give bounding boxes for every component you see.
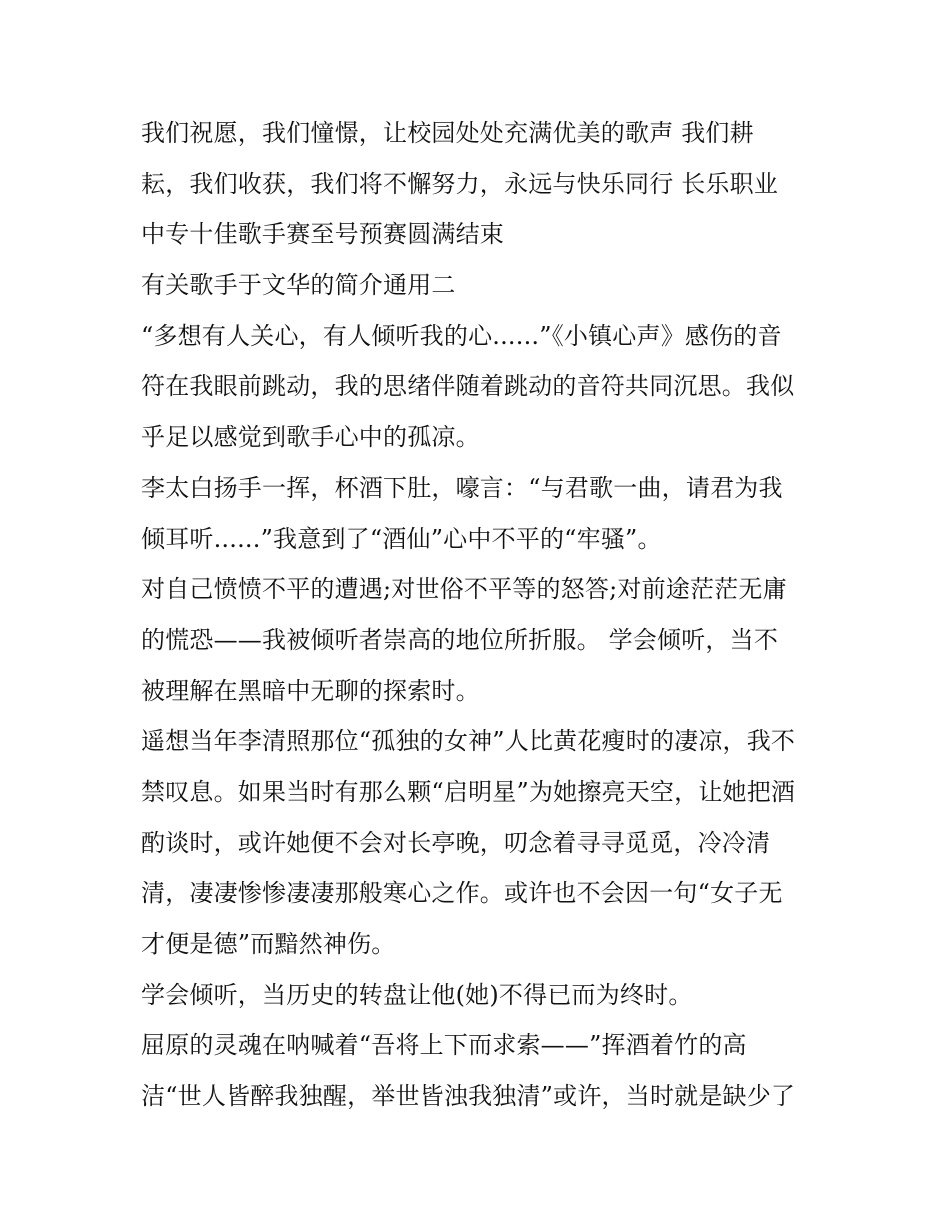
text-line: 李太白扬手一挥，杯酒下肚，嚎言：“与君歌一曲，请君为我 — [141, 473, 783, 502]
text-line: 乎足以感觉到歌手心中的孤凉。 — [141, 423, 480, 452]
text-line: 符在我眼前跳动，我的思绪伴随着跳动的音符共同沉思。我似 — [141, 372, 795, 401]
text-line: 禁叹息。如果当时有那么颗“启明星”为她擦亮天空，让她把酒 — [141, 777, 796, 806]
text-line: 的慌恐——我被倾听者崇高的地位所折服。 学会倾听，当不 — [141, 625, 779, 654]
text-line: 学会倾听，当历史的转盘让他(她)不得已而为终时。 — [141, 980, 693, 1009]
text-line: “多想有人关心，有人倾听我的心......”《小镇心声》感伤的音 — [141, 321, 782, 350]
section-heading: 有关歌手于文华的简介通用二 — [141, 271, 456, 300]
text-line: 中专十佳歌手赛至号预赛圆满结束 — [141, 220, 504, 249]
text-line: 我们祝愿，我们憧憬，让校园处处充满优美的歌声 我们耕 — [141, 119, 754, 147]
text-line: 酌谈时，或许她便不会对长亭晚，叨念着寻寻觅觅，冷冷清 — [141, 828, 771, 857]
text-line: 清，凄凄惨惨凄凄那般寒心之作。或许也不会因一句“女子无 — [141, 879, 783, 908]
text-line: 被理解在黑暗中无聊的探索时。 — [141, 676, 480, 705]
text-line: 倾耳听......”我意到了“酒仙”心中不平的“牢骚”。 — [141, 524, 662, 553]
text-line: 对自己愤愤不平的遭遇;对世俗不平等的怒答;对前途茫茫无庸 — [141, 575, 787, 604]
text-line: 洁“世人皆醉我独醒，举世皆浊我独清”或许，当时就是缺少了 — [141, 1082, 796, 1111]
text-line: 耘，我们收获，我们将不懈努力，永远与快乐同行 长乐职业 — [141, 169, 779, 198]
text-line: 屈原的灵魂在呐喊着“吾将上下而求索——”挥酒着竹的高 — [141, 1031, 747, 1060]
text-line: 遥想当年李清照那位“孤独的女神”人比黄花瘦时的凄凉，我不 — [141, 727, 796, 756]
text-line: 才便是德”而黯然神伤。 — [141, 930, 396, 958]
document-body — [141, 108, 821, 1122]
